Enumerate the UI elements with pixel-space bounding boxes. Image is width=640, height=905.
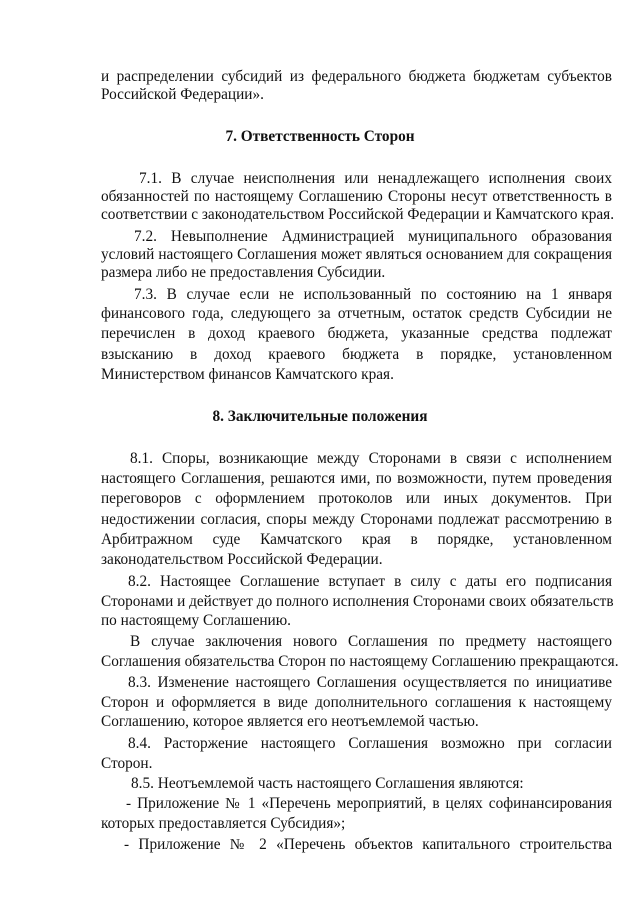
paragraph-7-3-line: 7.3. В случае если не использованный по состоянию на 1 января <box>134 286 612 303</box>
paragraph-7-1-line: 7.1. В случае неисполнения или ненадлежащего исполнения своих <box>139 170 612 187</box>
paragraph-8-3-line: Сторон и оформляется в виде дополнительного соглашения к настоящему <box>101 694 612 711</box>
paragraph-7-1-line: обязанностей по настоящему Соглашению Стороны несут ответственность в <box>101 188 612 205</box>
paragraph-8-2-line: по настоящему Соглашению. <box>101 612 291 629</box>
appendix-2-line: - Приложение № 2 «Перечень объектов капитального строительства <box>124 836 612 853</box>
section-7-title: 7. Ответственность Сторон <box>225 128 415 145</box>
paragraph-8-4-line: 8.4. Расторжение настоящего Соглашения возможно при согласии <box>128 735 612 752</box>
appendix-1-line: которых предоставляется Субсидия»; <box>101 815 346 832</box>
paragraph-8-1-line: недостижении согласия, споры между Сторонами подлежат рассмотрению в <box>101 511 612 528</box>
paragraph-8-2-line: Сторонами и действует до полного исполнения Сторонами своих обязательств <box>101 593 614 610</box>
paragraph-7-3-line: финансового года, следующего за отчетным, остаток средств Субсидии не <box>101 305 612 322</box>
intro-line: Российской Федерации». <box>101 86 264 103</box>
paragraph-8-1-line: законодательством Российской Федерации. <box>101 551 383 568</box>
paragraph-8-1-line: настоящего Соглашения, решаются ими, по возможности, путем проведения <box>101 470 612 487</box>
paragraph-7-2-line: 7.2. Невыполнение Администрацией муниципального образования <box>134 228 612 245</box>
paragraph-8-3-line: 8.3. Изменение настоящего Соглашения осуществляется по инициативе <box>128 674 612 691</box>
paragraph-7-3-line: Министерством финансов Камчатского края. <box>101 366 394 383</box>
paragraph-7-3-line: перечислен в доход краевого бюджета, указанные средства подлежат <box>101 325 612 342</box>
paragraph-7-3-line: взысканию в доход краевого бюджета в порядке, установленном <box>101 346 612 363</box>
paragraph-8-2-line: 8.2. Настоящее Соглашение вступает в силу с даты его подписания <box>128 573 612 590</box>
paragraph-8-5-line: 8.5. Неотъемлемой часть настоящего Соглашения являются: <box>131 775 524 792</box>
paragraph-7-2-line: размера либо не предоставления Субсидии. <box>101 264 386 281</box>
paragraph-7-1-line: соответствии с законодательством Российской Федерации и Камчатского края. <box>101 206 615 223</box>
paragraph-8-1-line: переговоров с оформлением протоколов или иных документов. При <box>101 490 612 507</box>
paragraph-8-1-line: Арбитражном суде Камчатского края в порядке, установленном <box>101 531 612 548</box>
paragraph-8-2b-line: В случае заключения нового Соглашения по предмету настоящего <box>130 633 612 650</box>
section-8-title: 8. Заключительные положения <box>212 408 428 425</box>
intro-line: и распределении субсидий из федерального бюджета бюджетам субъектов <box>101 68 612 85</box>
appendix-1-line: - Приложение № 1 «Перечень мероприятий, в целях софинансирования <box>126 795 612 812</box>
paragraph-8-2b-line: Соглашения обязательства Сторон по настоящему Соглашению прекращаются. <box>101 653 619 670</box>
paragraph-8-1-line: 8.1. Споры, возникающие между Сторонами в связи с исполнением <box>130 450 612 467</box>
paragraph-7-2-line: условий настоящего Соглашения может являться основанием для сокращения <box>101 246 612 263</box>
paragraph-8-4-line: Сторон. <box>101 755 153 772</box>
paragraph-8-3-line: Соглашению, которое является его неотъемлемой частью. <box>101 713 479 730</box>
